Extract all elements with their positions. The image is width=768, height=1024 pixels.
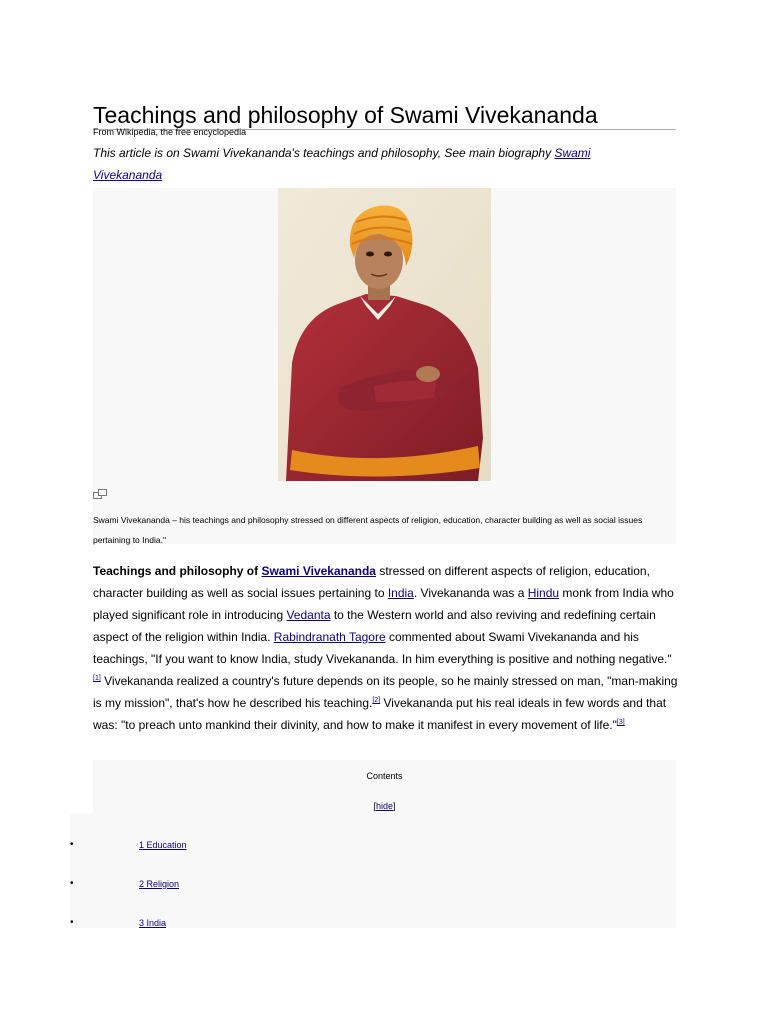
intro-text-4: to the Western world and also reviving and redefining certain aspect of the religion within India. [93,608,656,644]
enlarge-icon[interactable] [93,486,107,496]
main-article-link-continued[interactable]: Vivekananda [93,168,163,182]
link-rabindranath-tagore[interactable]: Rabindranath Tagore [273,630,386,644]
toc-item-india[interactable]: 3 India [139,918,167,928]
portrait-image[interactable] [278,188,491,481]
intro-text-6: Vivekananda realized a country's future depends on its people, so he mainly stressed on man, "man-making is my mission", that's how he described his teaching. [93,674,678,710]
toc-hide-toggle [93,800,676,812]
intro-text-2: . Vivekananda was a [413,586,528,600]
intro-text-7: Vivekananda put his real ideals in few words and that was: "to preach unto mankind their divinity, and how to make it manifest in every movement of life." [93,696,667,732]
toc-hide-button[interactable]: hide [375,801,393,811]
toc-title: Contents [366,771,403,781]
reference-3[interactable]: [3] [616,719,625,726]
main-article-link[interactable]: Swami [554,146,591,160]
hatnote-text: This article is on Swami Vivekananda's teachings and philosophy, See main biography [93,146,555,160]
toc-bullet: • [70,917,74,928]
intro-text-3: monk from India who played significant role in introducing [93,586,674,622]
hatnote [93,142,653,186]
link-vedanta[interactable]: Vedanta [286,608,331,622]
infobox [93,188,676,544]
toc-hide-bracket-open: [ [373,801,376,811]
toc-item-education[interactable]: 1 Education [139,840,187,850]
page-title: Teachings and philosophy of Swami Vivekananda [93,101,676,130]
site-subtitle: From Wikipedia, the free encyclopedia [93,127,247,137]
link-swami-vivekananda[interactable]: Swami Vivekananda [261,564,376,578]
toc-bullet: • [70,878,74,889]
toc-background-extension [70,813,93,928]
portrait-illustration [278,188,491,481]
intro-text-5: commented about Swami Vivekananda and his teachings, "If you want to know India, study Vivekananda. In him everything is positive and nothing negative." [93,630,672,666]
image-caption: Swami Vivekananda – his teachings and philosophy stressed on different aspects of religion, education, character building as well as social issues pertaining to India." [93,515,643,545]
reference-1[interactable]: [1] [93,675,101,682]
intro-paragraph [93,560,678,736]
lead-bold: Teachings and philosophy of [93,564,259,578]
toc-hide-bracket-close: ] [393,801,396,811]
toc-item-religion[interactable]: 2 Religion [139,879,180,889]
toc-bullet: • [70,839,74,850]
intro-text-1: stressed on different aspects of religion, education, character building as well as social issues pertaining to [93,564,650,600]
link-hindu[interactable]: Hindu [527,586,560,600]
reference-2[interactable]: [2] [372,697,381,704]
link-india[interactable]: India [387,586,414,600]
